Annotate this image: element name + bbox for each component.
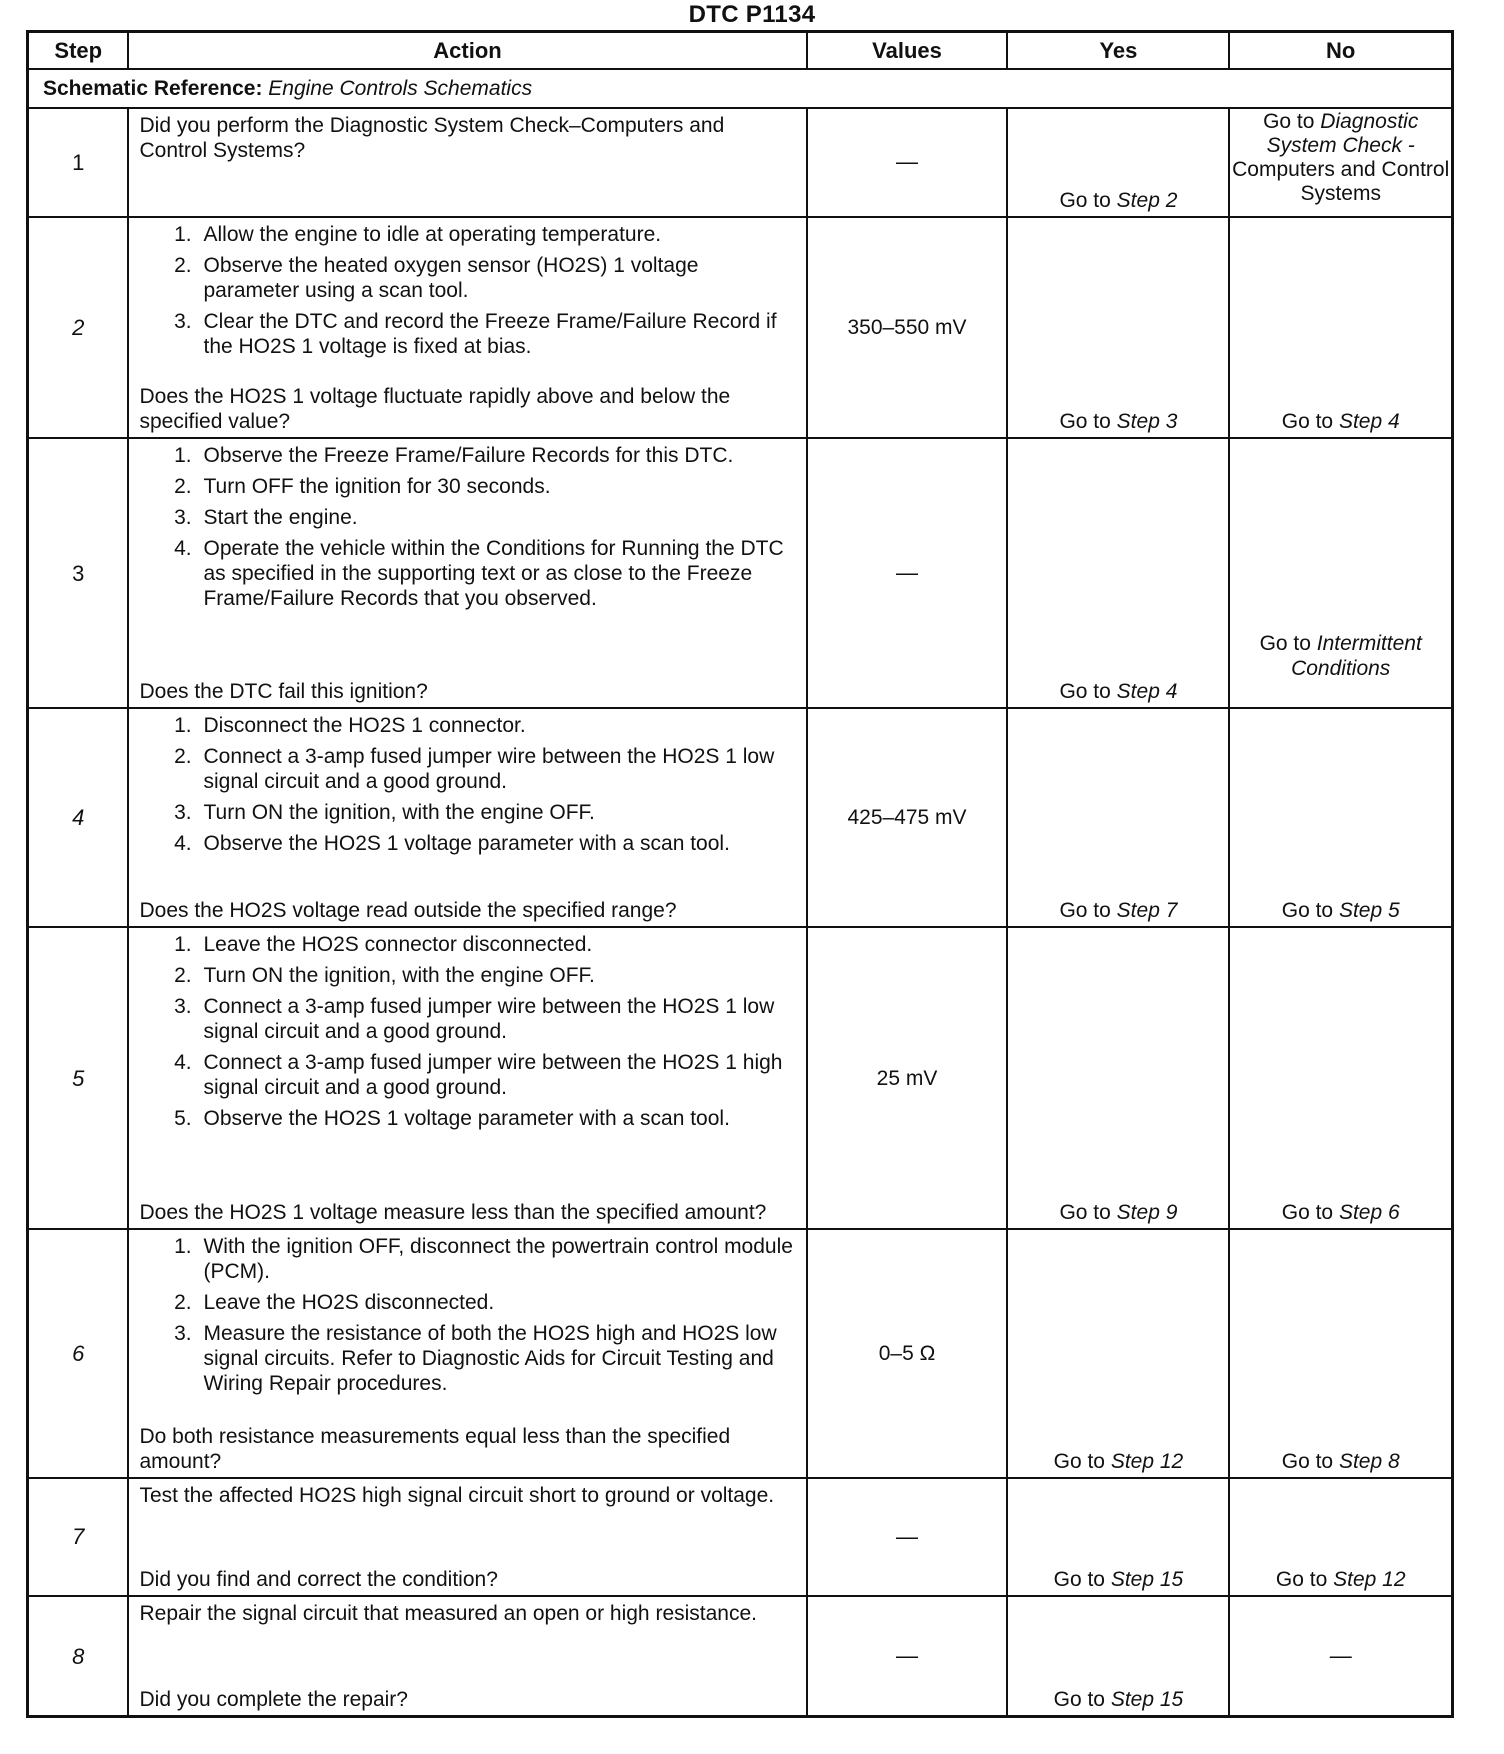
action-cell	[128, 708, 806, 927]
action-step: 2. Connect a 3-amp fused jumper wire between the HO2S 1 low signal circuit and a good ground.	[197, 744, 795, 794]
value-cell	[807, 438, 1008, 708]
action-question: Did you find and correct the condition?	[139, 1568, 498, 1592]
table-row	[28, 108, 1453, 217]
no-target: Step 8	[1338, 1449, 1400, 1473]
no-target: Step 12	[1333, 1568, 1406, 1592]
go-to-text: Go to	[1053, 1449, 1105, 1473]
yes-target: Step 9	[1116, 1201, 1178, 1225]
value-text: 0–5 Ω	[878, 1342, 936, 1366]
step-number: 4	[28, 708, 129, 927]
action-statement: Test the affected HO2S high signal circuit short to ground or voltage.	[139, 1483, 775, 1507]
action-step: 1. Allow the engine to idle at operating temperature.	[197, 222, 795, 247]
go-to-text: Go to	[1281, 899, 1334, 923]
action-cell	[128, 1478, 806, 1596]
value-text: 425–475 mV	[847, 806, 967, 830]
go-to-text: Go to	[1281, 1201, 1334, 1225]
value-cell	[807, 1478, 1008, 1596]
table-row	[28, 217, 1453, 438]
action-step: 4. Observe the HO2S 1 voltage parameter with a scan tool.	[197, 831, 795, 856]
action-cell	[128, 1229, 806, 1477]
yes-target: Step 7	[1116, 899, 1178, 923]
go-to-text: Go to	[1281, 1449, 1334, 1473]
no-target: Diagnostic System Check -	[1266, 109, 1419, 157]
value-cell	[807, 1229, 1008, 1477]
yes-cell	[1007, 1229, 1229, 1477]
value-cell	[807, 217, 1008, 438]
yes-cell	[1007, 1596, 1229, 1716]
go-to-text: Go to	[1059, 410, 1111, 434]
action-steps	[139, 1234, 795, 1402]
value-text: —	[896, 149, 919, 175]
no-target: Step 4	[1338, 410, 1400, 434]
schematic-reference	[28, 69, 1453, 107]
action-step: 5. Observe the HO2S 1 voltage parameter with a scan tool.	[197, 1106, 795, 1131]
action-cell	[128, 217, 806, 438]
action-step: 2. Observe the heated oxygen sensor (HO2S) 1 voltage parameter using a scan tool.	[197, 253, 795, 303]
action-step: 4. Connect a 3-amp fused jumper wire between the HO2S 1 high signal circuit and a good ground.	[197, 1050, 795, 1100]
step-number: 6	[28, 1229, 129, 1477]
header-action: Action	[128, 32, 806, 70]
action-question: Does the HO2S 1 voltage fluctuate rapidly above and below the specified value?	[139, 385, 731, 434]
action-cell	[128, 108, 806, 217]
yes-cell	[1007, 927, 1229, 1229]
no-cell	[1229, 1478, 1452, 1596]
go-to-text: Go to	[1281, 410, 1334, 434]
diagnostic-table	[26, 30, 1454, 1718]
step-number: 8	[28, 1596, 129, 1716]
no-target: Step 5	[1338, 899, 1400, 923]
action-step: 2. Turn ON the ignition, with the engine OFF.	[197, 963, 795, 988]
action-question: Does the DTC fail this ignition?	[139, 680, 428, 704]
go-to-text: Go to	[1263, 109, 1315, 133]
go-to-text: Go to	[1059, 899, 1111, 923]
action-step: 4. Operate the vehicle within the Conditions for Running the DTC as specified in the supporting text or as close to the Freeze Frame/Failure Records that you observed.	[197, 536, 795, 611]
go-to-text: Go to	[1059, 1201, 1111, 1225]
header-yes: Yes	[1007, 32, 1229, 70]
action-step: 1. With the ignition OFF, disconnect the powertrain control module (PCM).	[197, 1234, 795, 1284]
yes-target: Step 2	[1116, 188, 1178, 212]
schematic-row	[28, 69, 1453, 107]
action-steps	[139, 443, 795, 617]
no-cell	[1229, 438, 1452, 708]
action-steps	[139, 713, 795, 862]
action-step: 1. Leave the HO2S connector disconnected.	[197, 932, 795, 957]
yes-target: Step 15	[1110, 1568, 1184, 1592]
value-text: 350–550 mV	[847, 316, 967, 340]
schematic-label: Schematic Reference:	[43, 76, 263, 100]
go-to-text: Go to	[1053, 1568, 1105, 1592]
action-statement: Repair the signal circuit that measured an open or high resistance.	[139, 1602, 757, 1626]
page-title: DTC P1134	[688, 1, 816, 28]
table-row	[28, 438, 1453, 708]
no-cell	[1229, 1596, 1452, 1716]
action-step: 3. Clear the DTC and record the Freeze Frame/Failure Record if the HO2S 1 voltage is fixed at bias.	[197, 309, 795, 359]
header-row	[28, 32, 1453, 70]
action-step: 3. Connect a 3-amp fused jumper wire between the HO2S 1 low signal circuit and a good ground.	[197, 994, 795, 1044]
go-to-text: Go to	[1053, 1688, 1105, 1711]
yes-cell	[1007, 1478, 1229, 1596]
header-step: Step	[28, 32, 129, 70]
yes-target: Step 12	[1110, 1449, 1184, 1473]
value-text: —	[896, 560, 919, 586]
step-number: 1	[28, 108, 129, 217]
no-target-extra: Computers and Control Systems	[1232, 157, 1450, 205]
no-cell	[1229, 1229, 1452, 1477]
no-cell	[1229, 708, 1452, 927]
action-step: 3. Start the engine.	[197, 505, 795, 530]
step-number: 7	[28, 1478, 129, 1596]
step-number: 3	[28, 438, 129, 708]
no-cell	[1229, 927, 1452, 1229]
yes-cell	[1007, 108, 1229, 217]
no-target: Step 6	[1338, 1201, 1400, 1225]
action-step: 3. Turn ON the ignition, with the engine OFF.	[197, 800, 795, 825]
no-target: —	[1329, 1643, 1352, 1669]
yes-cell	[1007, 708, 1229, 927]
go-to-text: Go to	[1059, 680, 1111, 704]
table-row	[28, 1596, 1453, 1716]
value-cell	[807, 1596, 1008, 1716]
action-step: 2. Turn OFF the ignition for 30 seconds.	[197, 474, 795, 499]
go-to-text: Go to	[1059, 188, 1111, 212]
table-row	[28, 708, 1453, 927]
value-cell	[807, 108, 1008, 217]
yes-target: Step 15	[1110, 1688, 1184, 1711]
go-to-text: Go to	[1259, 632, 1311, 656]
action-cell	[128, 927, 806, 1229]
header-values: Values	[807, 32, 1008, 70]
no-cell	[1229, 217, 1452, 438]
step-number: 2	[28, 217, 129, 438]
no-target: Intermittent Conditions	[1291, 632, 1422, 681]
no-cell	[1229, 108, 1452, 217]
action-question: Does the HO2S 1 voltage measure less than the specified amount?	[139, 1201, 767, 1225]
value-text: —	[896, 1643, 919, 1669]
value-text: —	[896, 1523, 919, 1549]
value-cell	[807, 708, 1008, 927]
action-step: 1. Observe the Freeze Frame/Failure Records for this DTC.	[197, 443, 795, 468]
yes-cell	[1007, 438, 1229, 708]
schematic-ref: Engine Controls Schematics	[268, 76, 533, 100]
go-to-text: Go to	[1275, 1568, 1328, 1592]
table-row	[28, 1478, 1453, 1596]
action-step: 3. Measure the resistance of both the HO2S high and HO2S low signal circuits. Refer to Diagnostic Aids for Circuit Testing and Wiring Repair procedures.	[197, 1321, 795, 1396]
table-row	[28, 1229, 1453, 1477]
action-steps	[139, 932, 795, 1137]
action-step: 2. Leave the HO2S disconnected.	[197, 1290, 795, 1315]
action-question: Did you perform the Diagnostic System Check–Computers and Control Systems?	[139, 113, 725, 162]
action-cell	[128, 438, 806, 708]
action-question: Did you complete the repair?	[139, 1688, 408, 1711]
yes-cell	[1007, 217, 1229, 438]
action-question: Do both resistance measurements equal less than the specified amount?	[139, 1424, 731, 1473]
action-cell	[128, 1596, 806, 1716]
header-no: No	[1229, 32, 1452, 70]
step-number: 5	[28, 927, 129, 1229]
action-question: Does the HO2S voltage read outside the specified range?	[139, 899, 677, 923]
yes-target: Step 4	[1116, 680, 1178, 704]
action-step: 1. Disconnect the HO2S 1 connector.	[197, 713, 795, 738]
yes-target: Step 3	[1116, 410, 1178, 434]
action-steps	[139, 222, 795, 365]
value-text: 25 mV	[876, 1066, 938, 1090]
table-row	[28, 927, 1453, 1229]
value-cell	[807, 927, 1008, 1229]
